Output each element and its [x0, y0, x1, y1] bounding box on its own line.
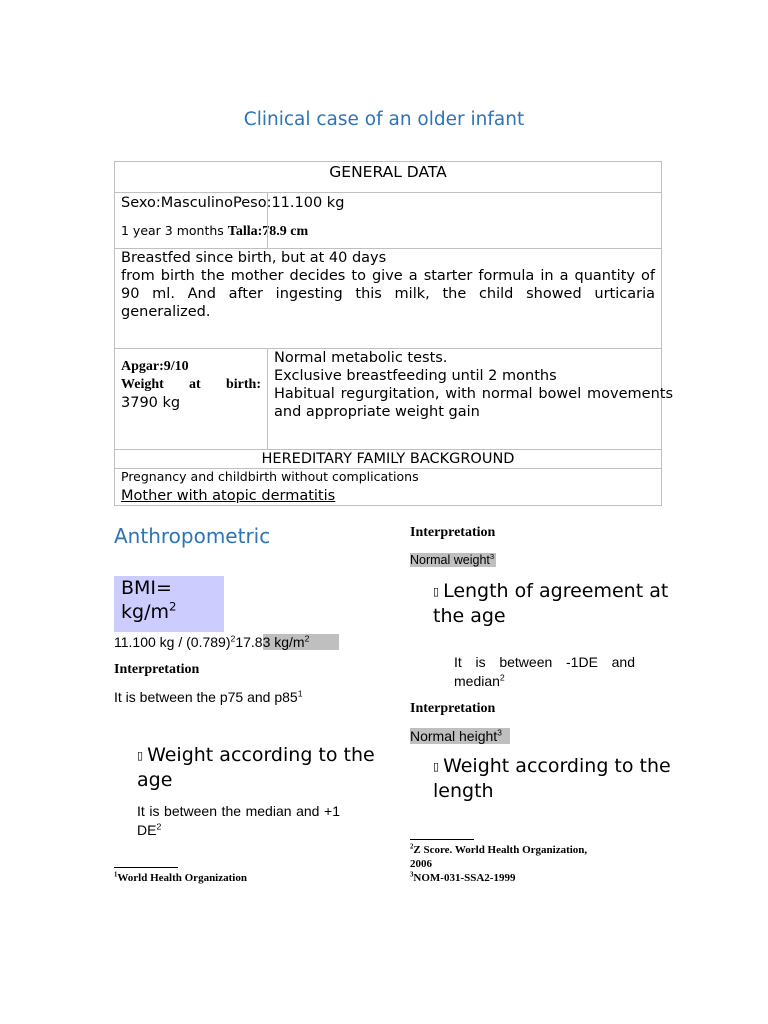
bmi-calculation: 11.100 kg / $(0.789)^217.83$ $kg/m^2$: [114, 633, 339, 651]
bmi-label: BMI=: [121, 577, 172, 599]
sexo-peso: Sexo:MasculinoPeso:11.100 kg: [121, 195, 345, 211]
test-item: Normal metabolic tests.: [274, 350, 448, 366]
family-background: [115, 469, 662, 506]
general-data-header: GENERAL DATA: [115, 162, 662, 193]
patient-basic-info: [115, 193, 662, 249]
square-bullet-icon: ▯: [137, 749, 144, 762]
patient-talla: Talla:78.9 cm: [227, 224, 309, 239]
length-age-heading: ▯ Length of agreement at the age: [433, 580, 669, 627]
square-bullet-icon: ▯: [433, 760, 440, 773]
normal-weight-badge: Normal weight$^3$: [410, 551, 495, 567]
footnote-1: $^1$World Health Organization: [114, 871, 247, 884]
apgar-score: Apgar:9/10: [121, 359, 189, 374]
tests-cell: [268, 349, 673, 450]
weight-length-heading: ▯ Weight according to the length: [433, 755, 671, 802]
bmi-result-highlight: 3 $kg/m^2$: [263, 634, 340, 650]
breastfeeding-history: [115, 249, 662, 349]
bmi-formula-box: [114, 576, 224, 632]
general-data-table: [114, 161, 673, 506]
birth-weight-value: 3790 kg: [121, 395, 181, 411]
test-item: Habitual regurgitation, with normal bowel movements and appropriate weight gain: [274, 386, 673, 420]
square-bullet-icon: ▯: [433, 585, 440, 598]
interpretation-label: Interpretation: [410, 701, 496, 716]
inner-divider: [267, 193, 268, 248]
weight-age-heading: ▯ Weight according to the age: [137, 744, 375, 791]
normal-height-badge: Normal height$^3$: [410, 727, 510, 745]
breastfeeding-line1: Breastfed since birth, but at 40 days: [121, 250, 387, 266]
birth-weight-label: Weight at birth:: [121, 377, 261, 392]
footnote-2: $^2$Z Score. World Health Organization, 2006: [410, 843, 588, 870]
weight-age-text: It is between the median and +1 $DE^2$: [137, 803, 340, 838]
patient-age: 1 year 3 months: [121, 223, 228, 238]
age-talla-line: [121, 222, 655, 241]
length-age-text: It is between -1DE and median$^2$: [454, 654, 635, 689]
hereditary-header: HEREDITARY FAMILY BACKGROUND: [115, 450, 662, 469]
bmi-interpretation: It is between the p75 and $p85^1$: [114, 688, 303, 705]
bmi-unit: $kg/m^2$: [121, 599, 177, 623]
anthropometric-heading: Anthropometric: [114, 524, 271, 548]
pregnancy-note: Pregnancy and childbirth without complications: [121, 469, 419, 484]
footnote-3: $^3$NOM-031-SSA2-1999: [410, 871, 516, 884]
interpretation-label: Interpretation: [114, 662, 200, 677]
breastfeeding-detail: from birth the mother decides to give a starter formula in a quantity of 90 ml. And after ingesting this milk, the child showed urticaria generalized.: [121, 268, 655, 320]
footnote-separator: [114, 867, 178, 868]
mother-note: Mother with atopic dermatitis: [121, 488, 336, 504]
footnote-separator: [410, 839, 474, 840]
interpretation-label: Interpretation: [410, 525, 496, 540]
test-item: Exclusive breastfeeding until 2 months: [274, 368, 557, 384]
apgar-cell: [115, 349, 268, 450]
page-title: Clinical case of an older infant: [243, 109, 525, 130]
